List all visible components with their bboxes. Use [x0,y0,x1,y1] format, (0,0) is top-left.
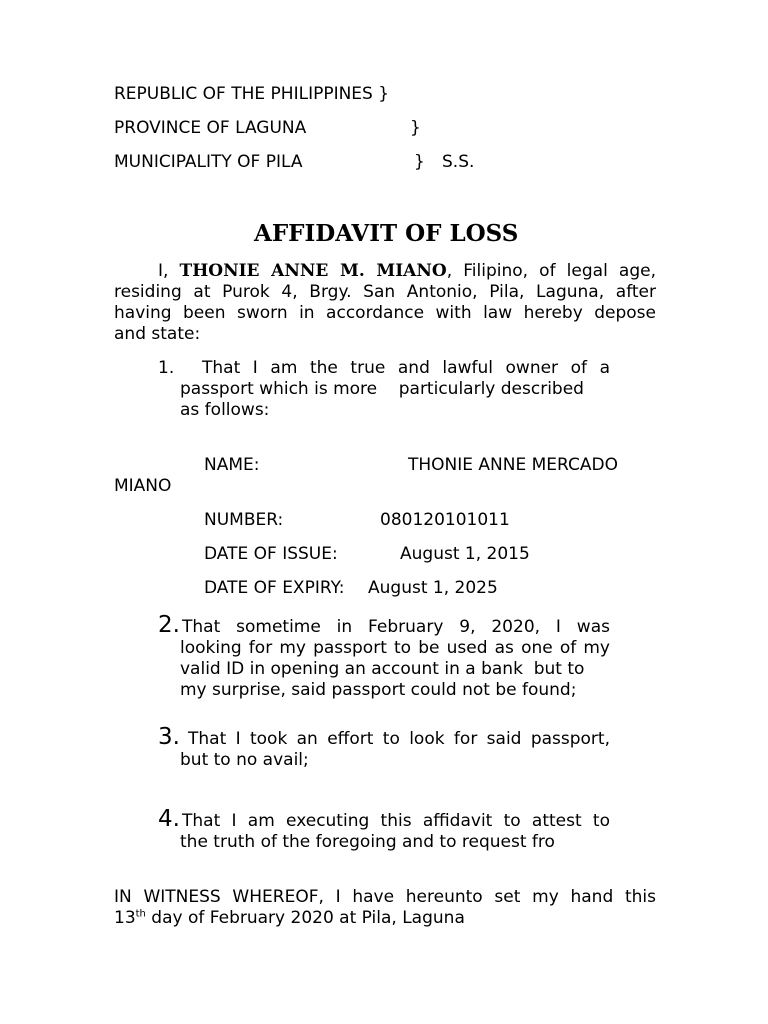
item-line: the truth of the foregoing and to request fro [180,832,555,852]
venue-republic: REPUBLIC OF THE PHILIPPINES } [114,84,390,104]
venue-brace: } [410,118,421,138]
intro-line: and state: [114,324,201,344]
item-line: but to no avail; [180,750,309,770]
item-number: 4. [158,806,180,832]
detail-value-name: THONIE ANNE MERCADO [408,455,618,475]
intro-prefix: I, [158,261,180,281]
intro-line: having been sworn in accordance with law hereby depose [114,303,656,323]
document-title: AFFIDAVIT OF LOSS [254,220,519,247]
item-line: my surprise, said passport could not be found; [180,680,577,700]
item-line: looking for my passport to be used as one of my [180,638,610,658]
witness-rest: day of February 2020 at Pila, Laguna [145,908,465,928]
witness-line [114,908,465,928]
item-line: That sometime in February 9, 2020, I was [182,617,610,637]
item-number: 2. [158,612,180,638]
venue-province: PROVINCE OF LAGUNA [114,118,307,138]
detail-value-name-wrap: MIANO [114,476,172,496]
venue-ss: S.S. [442,152,475,172]
item-number: 3. [158,724,180,750]
item-line: as follows: [180,400,270,420]
item-line: valid ID in opening an account in a bank but to [180,659,585,679]
intro-rest: , Filipino, of legal age, [446,261,656,281]
detail-value-expiry: August 1, 2025 [368,578,498,598]
detail-label-number: NUMBER: [204,510,284,530]
item-line: That I am executing this affidavit to attest to [182,811,610,831]
item-line: That I am the true and lawful owner of a [202,358,610,378]
witness-day: 13 [114,908,136,928]
witness-day-suffix: th [135,908,146,920]
item-number: 1. [158,358,175,378]
venue-brace: } [414,152,425,172]
venue-municipality: MUNICIPALITY OF PILA [114,152,303,172]
item-line: passport which is more particularly described [180,379,584,399]
intro-line [158,261,656,281]
detail-label-issue: DATE OF ISSUE: [204,544,338,564]
item-line: That I took an effort to look for said passport, [188,729,610,749]
affiant-name: THONIE ANNE M. MIANO [179,261,447,281]
witness-line: IN WITNESS WHEREOF, I have hereunto set my hand this [114,887,656,907]
detail-label-expiry: DATE OF EXPIRY: [204,578,345,598]
detail-label-name: NAME: [204,455,260,475]
detail-value-issue: August 1, 2015 [400,544,530,564]
intro-line: residing at Purok 4, Brgy. San Antonio, Pila, Laguna, after [114,282,656,302]
detail-value-number: 080120101011 [380,510,510,530]
